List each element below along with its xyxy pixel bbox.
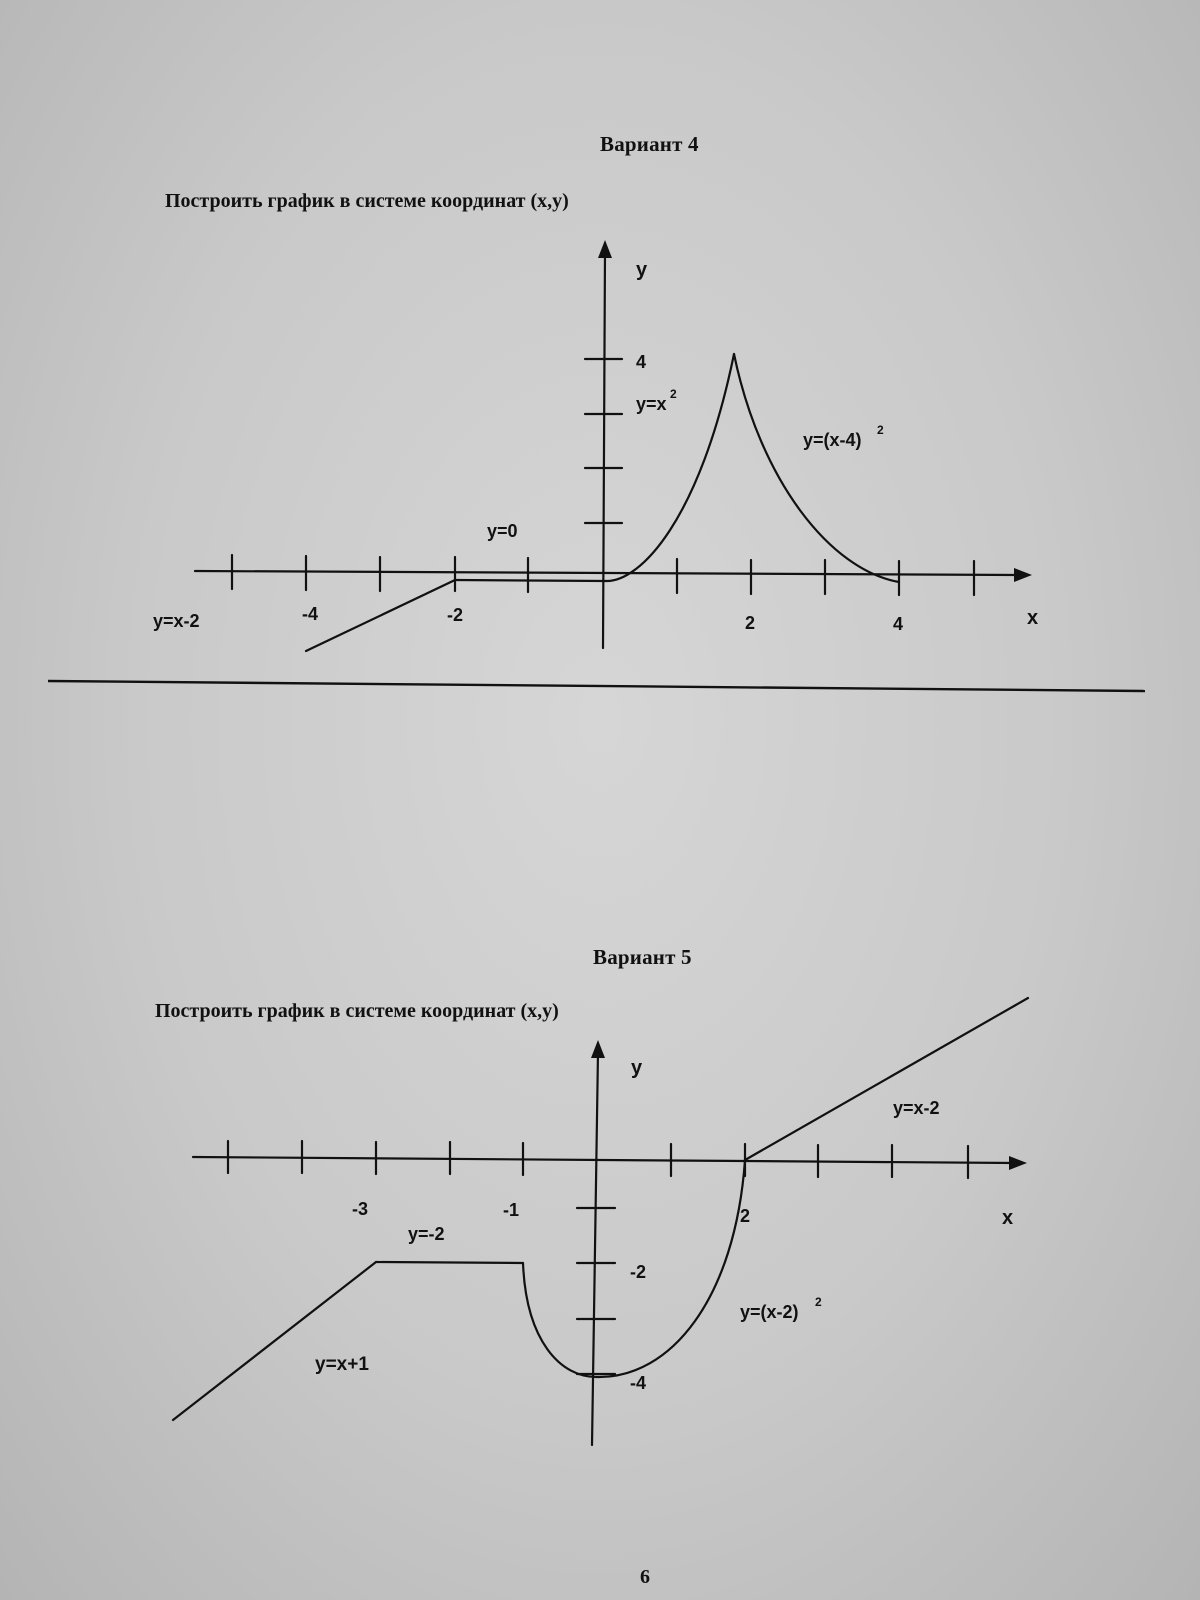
v5-label-left-line: y=x+1: [315, 1354, 369, 1375]
v5-label-parabola: y=(x-2): [740, 1302, 799, 1322]
v5-y-tick-label: -4: [630, 1373, 647, 1393]
v4-label-shifted: y=(x-4): [803, 430, 862, 450]
v5-x-tick-label: 2: [740, 1206, 751, 1226]
page-number: 6: [640, 1566, 650, 1588]
v5-label-flat: y=-2: [408, 1224, 445, 1244]
variant4-title: Вариант 4: [600, 132, 699, 156]
v5-y-axis-label: y: [631, 1057, 643, 1079]
v5-y-axis-arrow: [591, 1040, 605, 1058]
variant5-task: Построить график в системе координат (x,y): [155, 1000, 559, 1022]
v4-label-parabola-exp: 2: [670, 387, 677, 401]
v5-line-y-x+1: [173, 1262, 376, 1420]
v4-y-tick-label: 4: [636, 352, 647, 372]
v5-y-axis: [592, 1052, 598, 1445]
v4-x-axis-label: x: [1027, 607, 1039, 629]
v5-x-tick-label: -1: [503, 1200, 520, 1220]
v5-line-y-2: [376, 1262, 523, 1263]
v4-label-shifted-exp: 2: [877, 423, 884, 437]
v4-x-tick-label: 4: [893, 614, 904, 634]
v4-x-tick-label: -4: [302, 604, 319, 624]
v4-label-zero: y=0: [487, 521, 518, 541]
v5-x-axis-arrow: [1009, 1156, 1027, 1170]
variant4-task: Построить график в системе координат (x,y): [165, 190, 569, 212]
v5-line-y-x-2: [745, 998, 1028, 1160]
v4-label-parabola: y=x: [636, 394, 667, 414]
variant5-title: Вариант 5: [593, 945, 692, 969]
v4-label-left-line: y=x-2: [153, 611, 200, 631]
v4-y-axis-label: y: [636, 259, 648, 281]
v5-label-right-line: y=x-2: [893, 1098, 940, 1118]
v5-y-tick-label: -2: [630, 1262, 647, 1282]
v5-x-tick-label: -3: [352, 1199, 369, 1219]
v5-label-parabola-exp: 2: [815, 1295, 822, 1309]
v5-parabola-y-x-2-2: [598, 1160, 745, 1377]
v5-x-axis-label: x: [1002, 1207, 1014, 1229]
v4-x-tick-label: -2: [447, 605, 464, 625]
v4-x-tick-label: 2: [745, 613, 756, 633]
